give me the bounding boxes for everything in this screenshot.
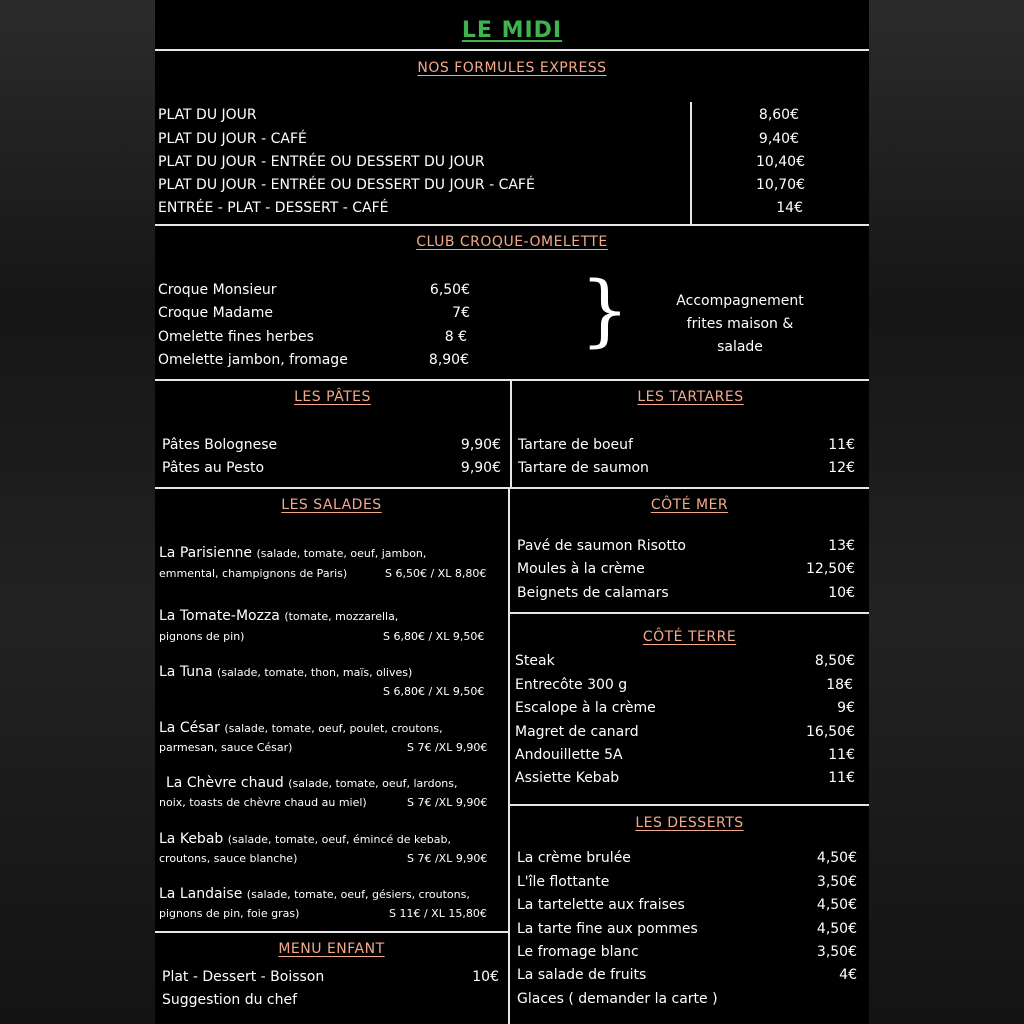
salad-name: La César <box>159 720 220 736</box>
background-blur-left <box>0 0 155 1024</box>
menu-item-price: 8,90€ <box>428 352 469 368</box>
menu-item-name: Le fromage blanc <box>517 944 639 960</box>
menu-item-name: Croque Madame <box>158 305 273 321</box>
salad-name: La Tomate-Mozza <box>159 608 280 624</box>
menu-item-name: Omelette fines herbes <box>158 329 314 345</box>
menu-board <box>155 0 869 1024</box>
brace-icon: } <box>580 266 630 356</box>
section-heading-enfant: MENU ENFANT <box>278 941 385 957</box>
salad-price: S 7€ /XL 9,90€ <box>407 852 488 865</box>
divider <box>155 379 869 381</box>
divider <box>508 612 869 614</box>
menu-item-name: PLAT DU JOUR - ENTRÉE OU DESSERT DU JOUR - CAFÉ <box>158 177 535 193</box>
salad-item <box>159 828 451 851</box>
salad-item <box>159 661 412 684</box>
divider <box>508 804 869 806</box>
salad-ingredients: (salade, tomate, oeuf, poulet, croutons, <box>224 722 443 735</box>
menu-item-price: 10,70€ <box>756 177 805 193</box>
divider <box>155 49 869 51</box>
menu-item-price: 10,40€ <box>756 154 805 170</box>
section-heading-mer: CÔTÉ MER <box>650 497 729 513</box>
salad-ingredients-line2: pignons de pin) <box>159 630 245 643</box>
section-heading-terre: CÔTÉ TERRE <box>642 629 737 645</box>
menu-item-name: PLAT DU JOUR - ENTRÉE OU DESSERT DU JOUR <box>158 154 485 170</box>
menu-title: LE MIDI <box>461 18 563 43</box>
menu-item-name: La tartelette aux fraises <box>517 897 685 913</box>
menu-item-price: 4,50€ <box>816 850 857 866</box>
menu-item-price: 4€ <box>839 967 857 983</box>
salad-name: La Parisienne <box>159 545 253 561</box>
salad-name: La Tuna <box>159 664 213 680</box>
menu-item-price: 8 € <box>444 329 467 345</box>
salad-ingredients-line2: emmental, champignons de Paris) <box>159 567 348 580</box>
menu-item-price: 6,50€ <box>429 282 470 298</box>
salad-price: S 6,80€ / XL 9,50€ <box>383 630 485 643</box>
salad-ingredients-line2: croutons, sauce blanche) <box>159 852 298 865</box>
section-heading-desserts: LES DESSERTS <box>635 815 744 831</box>
menu-item-name: Plat - Dessert - Boisson <box>162 969 325 985</box>
background-blur-right <box>869 0 1024 1024</box>
section-heading-express: NOS FORMULES EXPRESS <box>417 60 607 76</box>
salad-item <box>159 542 426 565</box>
menu-item-price: 3,50€ <box>816 874 857 890</box>
salad-item <box>159 717 443 740</box>
menu-item-name: Magret de canard <box>515 724 639 740</box>
menu-item-price: 8,50€ <box>814 653 855 669</box>
menu-item-name: Tartare de saumon <box>518 460 649 476</box>
menu-item-name: Moules à la crème <box>517 561 645 577</box>
accompaniment-line: frites maison & <box>686 316 794 332</box>
menu-item-name: Pavé de saumon Risotto <box>517 538 686 554</box>
menu-item-name: Andouillette 5A <box>515 747 623 763</box>
menu-item-price: 14€ <box>776 200 803 216</box>
menu-item-price: 4,50€ <box>816 921 857 937</box>
salad-ingredients: (tomate, mozzarella, <box>284 610 399 623</box>
menu-item-name: ENTRÉE - PLAT - DESSERT - CAFÉ <box>158 200 389 216</box>
menu-item-name: Omelette jambon, fromage <box>158 352 348 368</box>
salad-price: S 7€ /XL 9,90€ <box>407 741 488 754</box>
menu-item-price: 11€ <box>828 437 855 453</box>
menu-item-price: 4,50€ <box>816 897 857 913</box>
salad-ingredients-line2: pignons de pin, foie gras) <box>159 907 300 920</box>
menu-item-name: L'île flottante <box>517 874 610 890</box>
menu-item-name: PLAT DU JOUR <box>158 107 257 123</box>
menu-item-price: 18€ <box>826 677 853 693</box>
menu-item-price: 9€ <box>837 700 855 716</box>
menu-item-price: 7€ <box>452 305 470 321</box>
menu-item-price: 10€ <box>828 585 855 601</box>
section-heading-croque: CLUB CROQUE-OMELETTE <box>416 234 608 250</box>
menu-item-name: PLAT DU JOUR - CAFÉ <box>158 131 307 147</box>
menu-item-name: La salade de fruits <box>517 967 647 983</box>
accompaniment-line: Accompagnement <box>676 293 804 309</box>
salad-ingredients: (salade, tomate, oeuf, jambon, <box>256 547 427 560</box>
menu-item-name: Assiette Kebab <box>515 770 620 786</box>
menu-item-price: 12€ <box>828 460 855 476</box>
menu-item-price: 16,50€ <box>806 724 855 740</box>
menu-item-price: 9,90€ <box>460 460 501 476</box>
menu-item-name: Tartare de boeuf <box>518 437 633 453</box>
salad-price: S 6,80€ / XL 9,50€ <box>383 685 485 698</box>
salad-item <box>159 883 470 906</box>
salad-price: S 11€ / XL 15,80€ <box>389 907 487 920</box>
menu-item-name: Pâtes Bolognese <box>162 437 278 453</box>
menu-item-name: Entrecôte 300 g <box>515 677 628 693</box>
salad-ingredients: (salade, tomate, thon, maïs, olives) <box>217 666 413 679</box>
section-heading-tartares: LES TARTARES <box>637 389 744 405</box>
divider <box>155 224 869 226</box>
salad-ingredients-line2: parmesan, sauce César) <box>159 741 293 754</box>
menu-item-price: 9,90€ <box>460 437 501 453</box>
salad-ingredients: (salade, tomate, oeuf, lardons, <box>288 777 458 790</box>
menu-item-name: La tarte fine aux pommes <box>517 921 698 937</box>
salad-price: S 6,50€ / XL 8,80€ <box>385 567 487 580</box>
menu-item-price: 8,60€ <box>758 107 799 123</box>
salad-ingredients-line2: noix, toasts de chèvre chaud au miel) <box>159 796 367 809</box>
menu-item-name: Escalope à la crème <box>515 700 656 716</box>
salad-name: La Kebab <box>159 831 224 847</box>
menu-item-name: Steak <box>515 653 555 669</box>
salad-ingredients: (salade, tomate, oeuf, émincé de kebab, <box>227 833 451 846</box>
menu-item-name: Croque Monsieur <box>158 282 277 298</box>
menu-item-name: La crème brulée <box>517 850 631 866</box>
salad-item <box>166 772 458 795</box>
menu-item-name: Suggestion du chef <box>162 992 298 1008</box>
menu-item-price: 12,50€ <box>806 561 855 577</box>
section-heading-pates: LES PÂTES <box>294 389 371 405</box>
accompaniment-line: salade <box>717 339 763 355</box>
divider <box>508 487 510 1024</box>
menu-item-price: 13€ <box>828 538 855 554</box>
menu-item-price: 9,40€ <box>758 131 799 147</box>
salad-name: La Landaise <box>159 886 243 902</box>
salad-item <box>159 605 398 628</box>
salad-price: S 7€ /XL 9,90€ <box>407 796 488 809</box>
menu-item-name: Pâtes au Pesto <box>162 460 265 476</box>
salad-name: La Chèvre chaud <box>166 775 284 791</box>
menu-item-price: 11€ <box>828 747 855 763</box>
accompaniment-note <box>650 290 830 359</box>
menu-item-price: 3,50€ <box>816 944 857 960</box>
menu-item-price: 10€ <box>472 969 499 985</box>
menu-item-name: Glaces ( demander la carte ) <box>517 991 718 1007</box>
divider <box>155 487 869 489</box>
menu-item-name: Beignets de calamars <box>517 585 669 601</box>
salad-ingredients: (salade, tomate, oeuf, gésiers, croutons, <box>246 888 470 901</box>
menu-item-price: 11€ <box>828 770 855 786</box>
divider <box>155 931 508 933</box>
section-heading-salades: LES SALADES <box>281 497 382 513</box>
divider <box>690 102 692 224</box>
